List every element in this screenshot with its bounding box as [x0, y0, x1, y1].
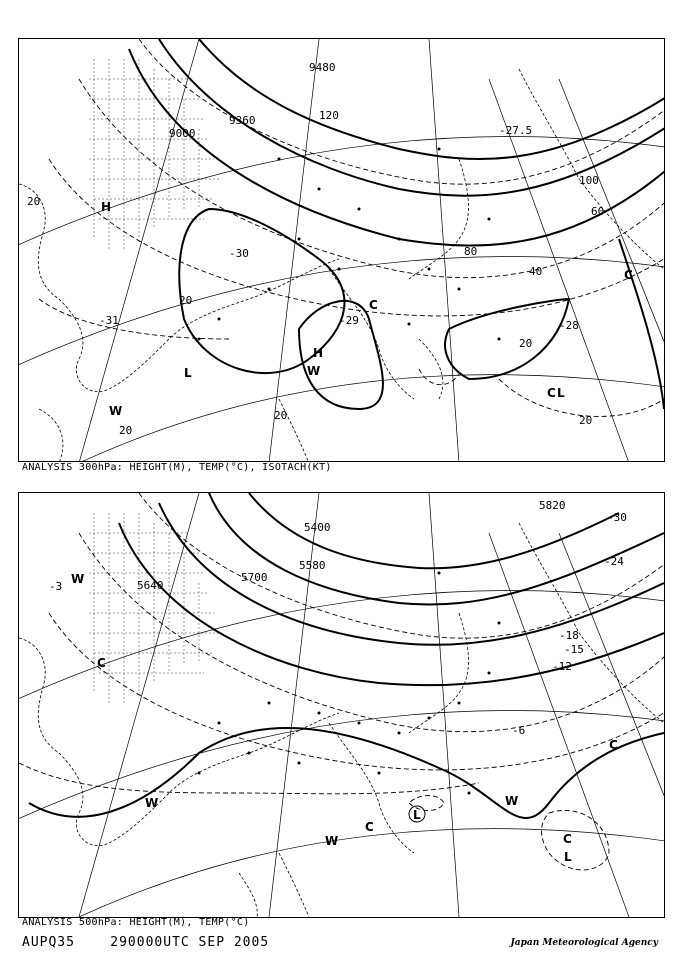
- isotach-label: 20: [274, 409, 288, 422]
- temp-label: -27.5: [499, 124, 533, 137]
- cold-symbol: C: [365, 820, 374, 834]
- isotach-label: 120: [319, 109, 339, 122]
- isotach-label: 20: [579, 414, 593, 427]
- map-300hpa-graphic: [19, 39, 664, 462]
- cold-symbol: C: [609, 738, 618, 752]
- height-label: 9480: [309, 61, 336, 74]
- contour-labels: [49, 499, 627, 737]
- cold-symbol: C: [369, 298, 378, 312]
- isotach-label: 60: [591, 205, 605, 218]
- height-label: 5400: [304, 521, 331, 534]
- chart-identifier: [22, 935, 269, 950]
- low-symbol: L: [184, 366, 192, 380]
- isotach-label: 20: [27, 195, 41, 208]
- isotach-label: 20: [179, 294, 193, 307]
- temp-label: -24: [604, 555, 624, 568]
- isotach-label: 80: [464, 245, 478, 258]
- temp-label: -28: [559, 319, 579, 332]
- cold-symbol: C: [624, 268, 633, 282]
- low-symbol: L: [564, 850, 572, 864]
- height-label: 5700: [241, 571, 268, 584]
- temp-label: -6: [512, 724, 526, 737]
- temp-label: -30: [607, 511, 627, 524]
- isotach-label: 20: [519, 337, 533, 350]
- contour-labels: [27, 61, 604, 437]
- low-symbol: L: [557, 386, 565, 400]
- temp-label: -31: [99, 314, 119, 327]
- graticule: [19, 39, 664, 462]
- warm-symbol: W: [71, 572, 85, 586]
- warm-symbol: W: [325, 834, 339, 848]
- temp-label: -18: [559, 629, 579, 642]
- chart-caption-500hpa: ANALYSIS 500hPa: HEIGHT(M), TEMP(°C): [22, 917, 250, 928]
- cold-symbol: C: [547, 386, 556, 400]
- warm-symbol: W: [109, 404, 123, 418]
- temp-label: -3: [49, 580, 63, 593]
- warm-symbol: W: [145, 796, 159, 810]
- high-symbol: H: [313, 346, 324, 360]
- height-contours: [129, 39, 664, 409]
- temp-label: -29: [339, 314, 359, 327]
- agency-name: Japan Meteorological Agency: [510, 938, 658, 948]
- isotach-label: 100: [579, 174, 599, 187]
- height-label: 5820: [539, 499, 566, 512]
- map-500hpa-graphic: [19, 493, 664, 917]
- low-symbol: L: [413, 808, 421, 822]
- cold-symbol: C: [563, 832, 572, 846]
- height-label: 9000: [169, 127, 196, 140]
- height-label: 5580: [299, 559, 326, 572]
- isotach-label: 40: [529, 265, 543, 278]
- high-symbol: H: [101, 200, 112, 214]
- map-panel-300hpa: [18, 38, 665, 462]
- isotach-label: 20: [119, 424, 133, 437]
- height-label: 9360: [229, 114, 256, 127]
- hatch-area: [89, 513, 219, 703]
- map-panel-500hpa: [18, 492, 665, 918]
- cold-symbol: C: [97, 656, 106, 670]
- height-label: 5640: [137, 579, 164, 592]
- warm-symbol: W: [505, 794, 519, 808]
- temp-label: -15: [564, 643, 584, 656]
- pressure-symbols: [71, 572, 618, 864]
- chart-caption-300hpa: ANALYSIS 300hPa: HEIGHT(M), TEMP(°C), ISOTACH(KT): [22, 462, 332, 473]
- temp-label: -30: [229, 247, 249, 260]
- isotherms: [19, 493, 664, 870]
- chart-code: AUPQ35: [22, 935, 75, 950]
- valid-time: 290000UTC SEP 2005: [110, 935, 270, 950]
- warm-symbol: W: [307, 364, 321, 378]
- station-plots: [198, 572, 501, 795]
- temp-label: -12: [552, 660, 572, 673]
